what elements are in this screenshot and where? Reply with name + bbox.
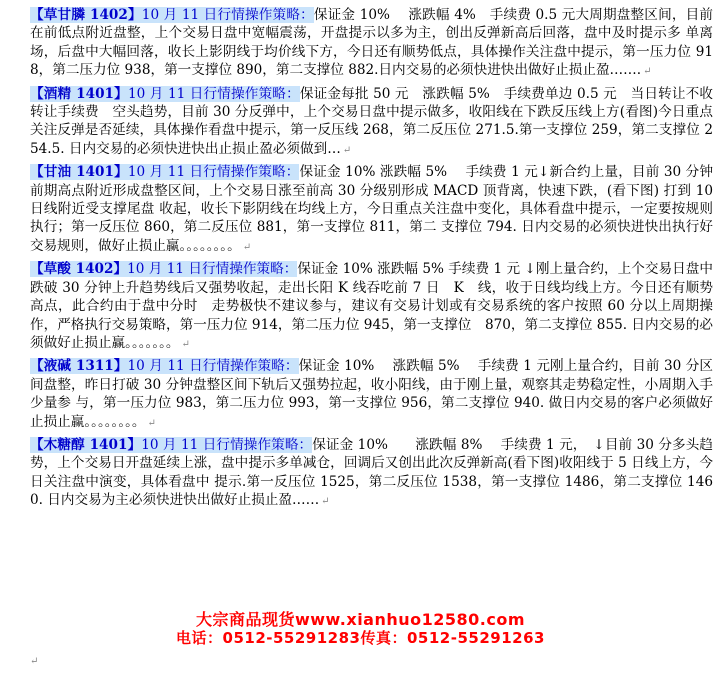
entry-content: 保证金 10% 涨跌幅 5% 手续费 1 元刚上量合约，目前 30 分区间盘整，昨日打破 30 分钟盘整区间下轨后又强势拉起，收小阳线，由于刚上量，观察其走势稳定性，小周期入手少量参 与，第一压力位 983，第二压力位 993，第一支撑位 956，第二支撑位 940. 做日内交易的客户必须做好止损止赢。。。。。。。。 <box>30 358 713 430</box>
entry-strategy: 10 月 11 日行情操作策略： <box>127 85 300 102</box>
entry-strategy: 10 月 11 日行情操作策略： <box>127 164 300 181</box>
entry-text <box>30 260 713 354</box>
entry-content: 保证金 10% 涨跌幅 8% 手续费 1 元， ↓目前 30 分多头趋势，上个交易日开盘延续上涨，盘中提示多单减仓，回调后又创出此次反弹新高(看下图)收阳线于 5 日线上方，今日关注盘中演变，具体看盘中 提示.第一反压位 1525，第二反压位 1538，第一支撑位 1486，第二支撑位 1460. 日内交易为主必须快进快出做好止损止盈…… <box>30 436 713 509</box>
entry-strategy: 10 月 11 日行情操作策略： <box>127 358 299 375</box>
entry-strategy: 10 月 11 日行情操作策略： <box>141 7 314 23</box>
entry-caogan-1402 <box>30 6 713 82</box>
entry-tag: 【木糖醇 1401】 <box>30 436 142 453</box>
entry-text <box>30 163 713 257</box>
footer-website: 大宗商品现货www.xianhuo12580.com <box>195 610 526 629</box>
end-paragraph-mark-icon: ↵ <box>30 656 39 667</box>
footer-contact: 电话：0512-55291283传真：0512-55291263 <box>176 629 545 647</box>
entry-tag: 【液碱 1311】 <box>30 358 128 375</box>
entry-tag: 【甘油 1401】 <box>30 164 128 181</box>
entry-text <box>30 357 713 433</box>
entry-text <box>30 6 713 82</box>
entry-text <box>30 85 713 161</box>
entry-strategy: 10 月 11 日行情操作策略： <box>127 261 298 278</box>
entry-content: 保证金每批 50 元 涨跌幅 5% 手续费单边 0.5 元 当日转让不收转让手续费 空头趋势，目前 30 分反弹中，上个交易日盘中提示做多，收阳线在下跌反压线上方(看图)今日重点关注反弹是否延续，具体操作看盘中提示，第一反压线 268，第二反压位 271.5.第一支撑位 259，第二支撑位 254.5. 日内交易的必须快进快出止损止盈必须做到… <box>30 85 713 157</box>
entry-content: 保证金 10% 涨跌幅 5% 手续费 1 元 ↓刚上量合约，上个交易日盘中跌破 30 分钟上升趋势线后又强势收起，走出长阳 K 线吞吃前 7 日 K 线，收于日线均线上方。今日还有顺势高点，此合约由于盘中分时 走势极快不建议参与，建议有交易计划或有交易系统的客户按照 60 分以上周期操作，严格执行交易策略，第一压力位 914，第二压力位 945，第一支撑位 870，第二支撑位 855. 日内交易的必须做好止损止赢。。。。。。。 <box>30 261 713 351</box>
entry-tag: 【草甘膦 1402】 <box>30 7 142 23</box>
entry-text <box>30 436 713 512</box>
paragraph-mark-icon: ↵ <box>181 338 190 350</box>
paragraph-mark-icon: ↵ <box>342 144 352 156</box>
entry-content: 保证金 10% 涨跌幅 5% 手续费 1 元↓新合约上量，目前 30 分钟前期高点附近形成盘整区间，上个交易日涨至前高 30 分级别形成 MACD 顶背离，快速下跌，(看下图) 打到 10 日线附近受支撑尾盘 收起，收长下影阴线在均线上方，今日重点关注盘中变化，具体看盘中提示，一定要按规则执行；第一反压位 860，第二反压位 881，第一支撑位 811，第二 支撑位 794. 日内交易的必须快进快出执行好交易规则，做好止损止赢。。。。。。。。 <box>30 164 714 254</box>
entry-tag: 【酒精 1401】 <box>30 85 128 102</box>
entry-caosuan-1402 <box>30 260 713 354</box>
entry-jiujing-1401 <box>30 85 713 161</box>
entry-strategy: 10 月 11 日行情操作策略： <box>141 436 313 453</box>
paragraph-mark-icon: ↵ <box>242 241 252 253</box>
paragraph-mark-icon: ↵ <box>643 66 652 78</box>
entry-ganyou-1401 <box>30 163 713 257</box>
paragraph-mark-icon: ↵ <box>147 417 156 429</box>
entry-mutangchun-1401 <box>30 436 713 512</box>
paragraph-mark-icon: ↵ <box>321 496 330 508</box>
entry-yejian-1311 <box>30 357 713 433</box>
entry-tag: 【草酸 1402】 <box>30 261 128 278</box>
entry-content: 保证金 10% 涨跌幅 4% 手续费 0.5 元大周期盘整区间，目前在前低点附近盘整，上个交易日盘中宽幅震荡，开盘提示以多为主，创出反弹新高后回落，盘中及时提示多 单离场，后盘中大幅回落，收长上影阴线于均价线下方，今日还有顺势低点，具体操作关注盘中提示，第一压力位 918，第二压力位 938，第一支撑位 890，第二支撑位 882.日内交易的必须快进快出做好止损止盈……. <box>30 7 713 79</box>
